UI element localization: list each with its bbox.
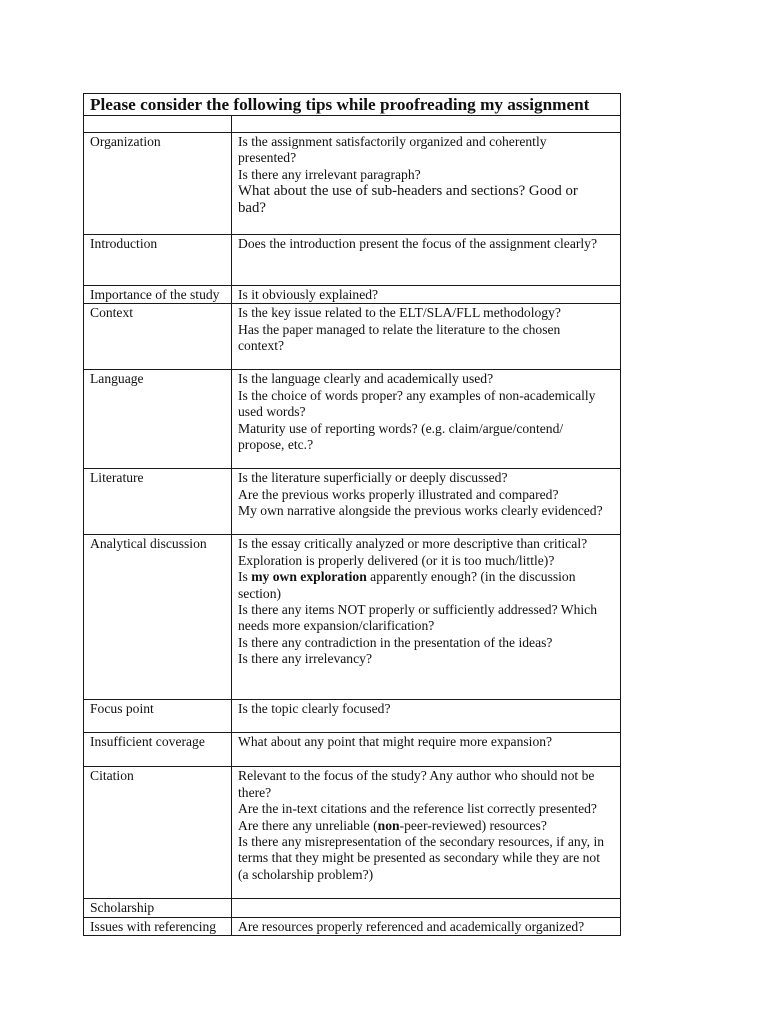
spacer-cell-right <box>232 116 621 133</box>
row-content-introduction <box>232 235 621 286</box>
table-row <box>84 304 621 370</box>
table-row <box>84 286 621 304</box>
text-run: Are resources properly referenced and academically organized? <box>238 918 585 934</box>
row-content-literature <box>232 469 621 535</box>
text-run: Are the previous works properly illustrated and compared? <box>238 486 559 502</box>
row-label-language: Language <box>84 370 232 469</box>
row-content-insufficient-coverage <box>232 733 621 767</box>
proofreading-tips-table <box>83 93 621 936</box>
cell-text-line <box>238 287 614 303</box>
text-run: Are there any unreliable ( <box>238 817 378 833</box>
cell-text-line <box>238 768 614 784</box>
text-run: What about the use of sub-headers and sections? Good or <box>238 183 578 200</box>
table-row <box>84 469 621 535</box>
text-run: Does the introduction present the focus of the assignment clearly? <box>238 236 597 251</box>
row-label-insufficient-coverage: Insufficient coverage <box>84 733 232 767</box>
text-run: Is there any contradiction in the presentation of the ideas? <box>238 634 553 650</box>
row-content-importance <box>232 286 621 304</box>
table-row <box>84 370 621 469</box>
cell-text-line <box>238 867 614 883</box>
text-run: Is the language clearly and academically used? <box>238 371 494 387</box>
cell-text-line <box>238 850 614 866</box>
text-run: used words? <box>238 404 306 420</box>
text-run: Is the topic clearly focused? <box>238 701 391 717</box>
text-run: What about any point that might require more expansion? <box>238 734 553 750</box>
text-run: Exploration is properly delivered (or it is too much/little)? <box>238 552 555 568</box>
cell-text-line <box>238 167 614 183</box>
table-row <box>84 899 621 917</box>
text-run: terms that they might be presented as secondary while they are not <box>238 850 601 866</box>
row-content-scholarship <box>232 899 621 917</box>
cell-text-line <box>238 134 614 150</box>
text-run: context? <box>238 338 285 354</box>
cell-text-line <box>238 371 614 387</box>
cell-text-line <box>238 818 614 834</box>
title-row <box>84 94 621 116</box>
cell-text-line <box>238 701 614 717</box>
row-label-scholarship: Scholarship <box>84 899 232 917</box>
emphasized-text: my own exploration <box>251 569 367 585</box>
row-label-issues-with-referencing: Issues with referencing <box>84 917 232 935</box>
row-content-language <box>232 370 621 469</box>
emphasized-text: non <box>377 817 400 833</box>
cell-text-line <box>238 586 614 602</box>
table-row <box>84 733 621 767</box>
text-run: -peer-reviewed) resources? <box>399 817 547 833</box>
text-run: Has the paper managed to relate the literature to the chosen <box>238 321 561 337</box>
text-run: Is the assignment satisfactorily organized and coherently <box>238 134 547 149</box>
text-run: Is <box>238 569 252 585</box>
cell-text-line <box>238 536 614 552</box>
cell-text-line <box>238 338 614 354</box>
row-content-context <box>232 304 621 370</box>
cell-text-line <box>238 919 614 935</box>
cell-text-line <box>238 404 614 420</box>
text-run: needs more expansion/clarification? <box>238 618 435 634</box>
text-run: Is it obviously explained? <box>238 287 379 302</box>
cell-text-line <box>238 236 614 252</box>
text-run: Is the literature superficially or deeply discussed? <box>238 470 508 486</box>
text-run: propose, etc.? <box>238 437 314 453</box>
text-run: Is there any items NOT properly or sufficiently addressed? Which <box>238 602 597 618</box>
text-run: Maturity use of reporting words? (e.g. claim/argue/contend/ <box>238 420 564 436</box>
row-content-issues-with-referencing <box>232 917 621 935</box>
cell-text-line <box>238 834 614 850</box>
text-run: presented? <box>238 150 297 166</box>
table-row <box>84 535 621 700</box>
row-label-citation: Citation <box>84 767 232 899</box>
cell-text-line <box>238 421 614 437</box>
table-row <box>84 133 621 235</box>
row-content-focus-point <box>232 700 621 733</box>
spacer-row <box>84 116 621 133</box>
table-row <box>84 917 621 935</box>
cell-text-line <box>238 437 614 453</box>
cell-text-line <box>238 618 614 634</box>
cell-text-line <box>238 602 614 618</box>
cell-text-line <box>238 322 614 338</box>
text-run: section) <box>238 585 282 601</box>
text-run: Relevant to the focus of the study? Any author who should not be <box>238 768 595 784</box>
document-title: Please consider the following tips while proofreading my assignment <box>84 94 621 116</box>
cell-text-line <box>238 801 614 817</box>
cell-text-line <box>238 635 614 651</box>
cell-text-line <box>238 569 614 585</box>
text-run: Is there any misrepresentation of the secondary resources, if any, in <box>238 834 605 850</box>
cell-text-line <box>238 470 614 486</box>
text-run: apparently enough? (in the discussion <box>366 569 576 585</box>
row-content-organization <box>232 133 621 235</box>
table-row <box>84 235 621 286</box>
row-content-citation <box>232 767 621 899</box>
cell-text-line <box>238 150 614 166</box>
cell-text-line <box>238 200 614 217</box>
text-run: (a scholarship problem?) <box>238 866 374 882</box>
row-label-introduction: Introduction <box>84 235 232 286</box>
text-run: Is the choice of words proper? any examples of non-academically <box>238 387 596 403</box>
cell-text-line <box>238 651 614 667</box>
row-label-focus-point: Focus point <box>84 700 232 733</box>
text-run: My own narrative alongside the previous works clearly evidenced? <box>238 503 603 519</box>
text-run: Is there any irrelevant paragraph? <box>238 166 421 182</box>
cell-text-line <box>238 734 614 750</box>
text-run: Are the in-text citations and the reference list correctly presented? <box>238 801 597 817</box>
cell-text-line <box>238 183 614 200</box>
text-run: there? <box>238 784 272 800</box>
text-run: Is the key issue related to the ELT/SLA/FLL methodology? <box>238 305 561 321</box>
row-content-analytical-discussion <box>232 535 621 700</box>
table-row <box>84 700 621 733</box>
cell-text-line <box>238 487 614 503</box>
row-label-literature: Literature <box>84 469 232 535</box>
spacer-cell-left <box>84 116 232 133</box>
cell-text-line <box>238 388 614 404</box>
row-label-analytical-discussion: Analytical discussion <box>84 535 232 700</box>
cell-text-line <box>238 503 614 519</box>
row-label-importance: Importance of the study <box>84 286 232 304</box>
text-run: Is there any irrelevancy? <box>238 651 372 667</box>
row-label-context: Context <box>84 304 232 370</box>
row-label-organization: Organization <box>84 133 232 235</box>
table-row <box>84 767 621 899</box>
cell-text-line <box>238 553 614 569</box>
cell-text-line <box>238 785 614 801</box>
text-run: Is the essay critically analyzed or more descriptive than critical? <box>238 536 588 552</box>
cell-text-line <box>238 305 614 321</box>
text-run: bad? <box>238 200 266 217</box>
